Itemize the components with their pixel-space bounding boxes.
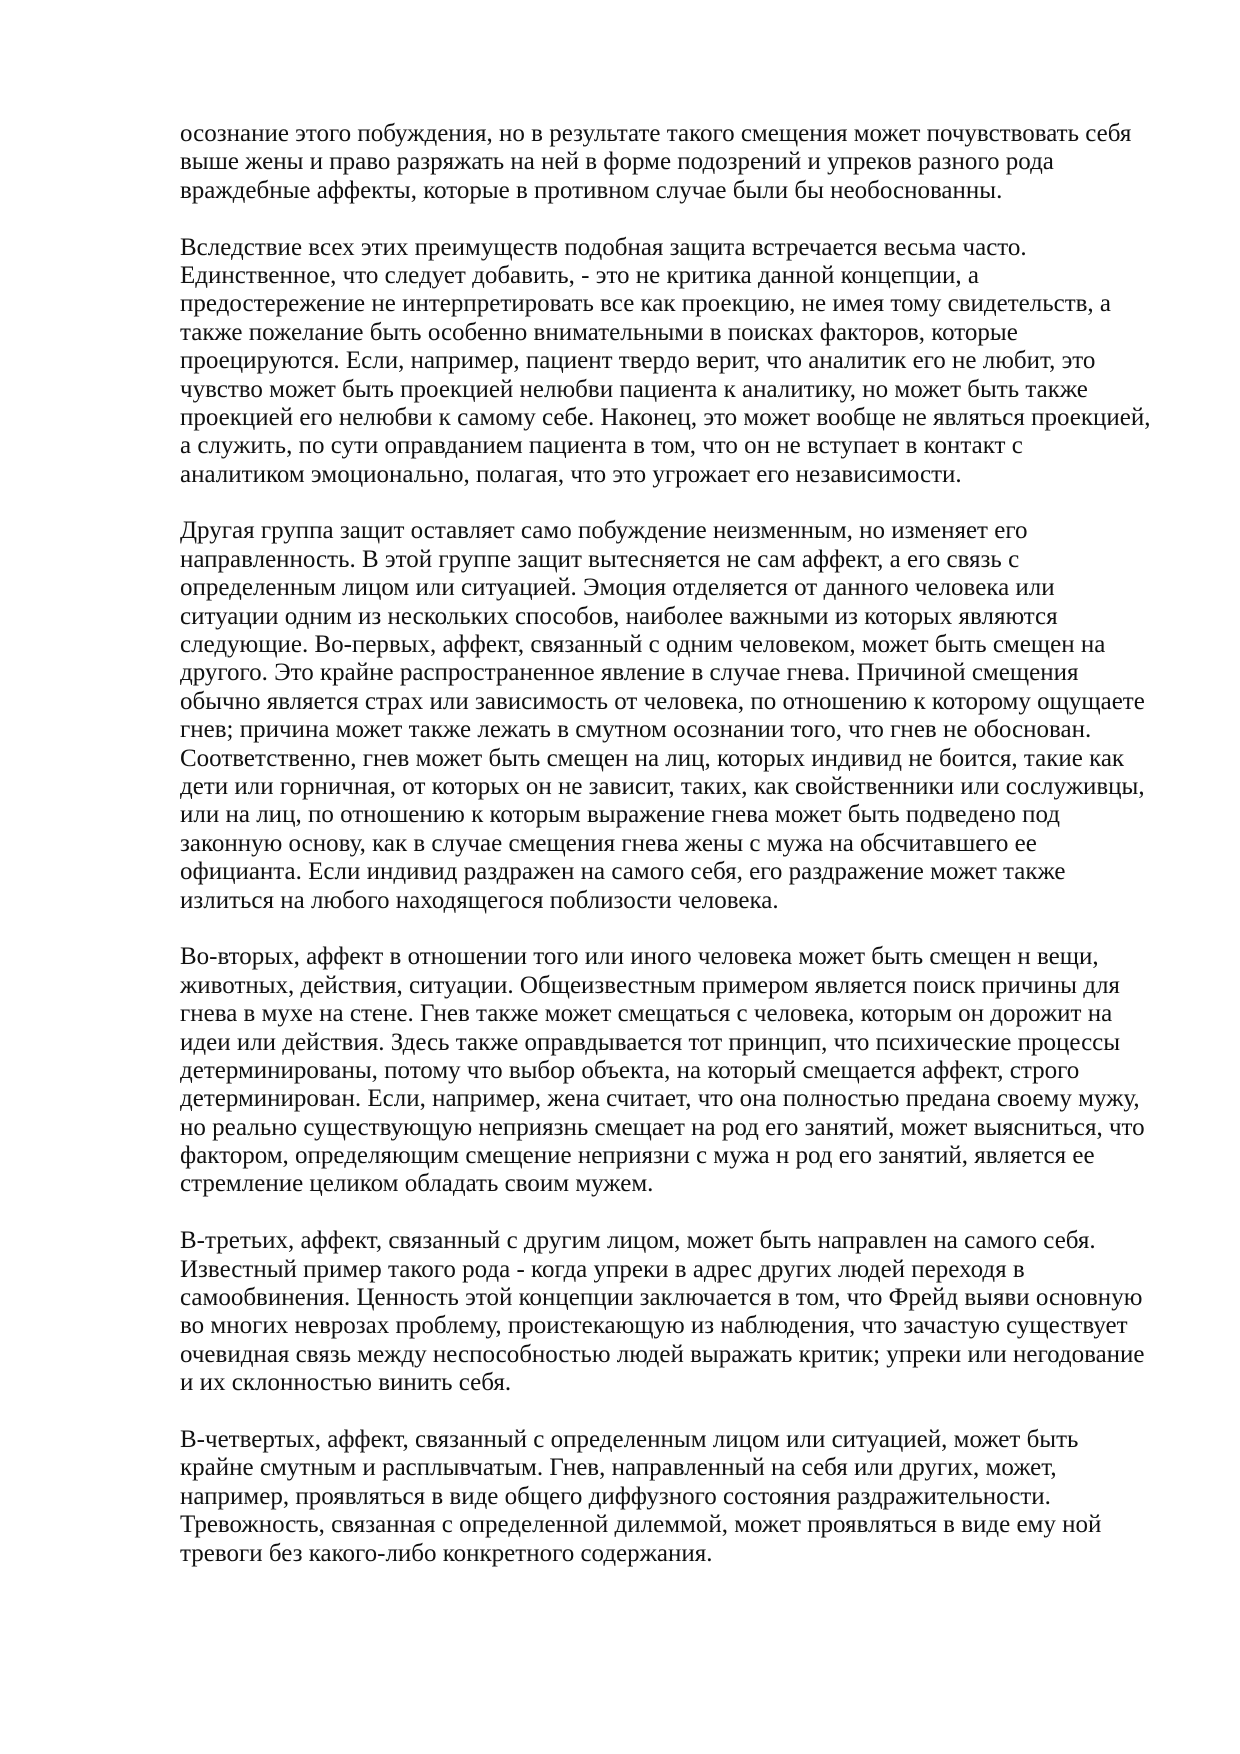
text-line: выше жены и право разряжать на ней в форме подозрений и упреков разного рода (180, 148, 1054, 176)
text-line: другого. Это крайне распространенное явление в случае гнева. Причиной смещения (180, 659, 1079, 687)
text-line: В-четвертых, аффект, связанный с определенным лицом или ситуацией, может быть (180, 1425, 1079, 1453)
text-line: детерминирован. Если, например, жена считает, что она полностью предана своему мужу, (180, 1085, 1140, 1113)
text-line: Вследствие всех этих преимуществ подобная защита встречается весьма часто. (180, 233, 1027, 261)
paragraph (180, 517, 1180, 914)
text-line: Во-вторых, аффект в отношении того или иного человека может быть смещен н вещи, (180, 943, 1099, 971)
text-line: Тревожность, связанная с определенной дилеммой, может проявляться в виде ему ной (180, 1511, 1102, 1539)
text-line: детерминированы, потому что выбор объекта, на который смещается аффект, строго (180, 1056, 1080, 1084)
text-line: или на лиц, по отношению к которым выражение гнева может быть подведено под (180, 801, 1061, 829)
text-line: Известный пример такого рода - когда упреки в адрес других людей переходя в (180, 1255, 1025, 1283)
text-line: чувство может быть проекцией нелюбви пациента к аналитику, но может быть также (180, 375, 1088, 403)
text-line: проекцией его нелюбви к самому себе. Наконец, это может вообще не являться проекцией, (180, 403, 1151, 431)
text-line: но реально существующую неприязнь смещает на род его занятий, может выясниться, что (180, 1113, 1145, 1141)
text-line: законную основу, как в случае смещения гнева жены с мужа на обсчитавшего ее (180, 829, 1037, 857)
paragraph (180, 1227, 1180, 1397)
paragraph (180, 120, 1180, 205)
paragraph (180, 1426, 1180, 1568)
text-line: В-третьих, аффект, связанный с другим лицом, может быть направлен на самого себя. (180, 1227, 1096, 1255)
text-line: также пожелание быть особенно внимательными в поисках факторов, которые (180, 318, 1018, 346)
text-line: предостережение не интерпретировать все как проекцию, не имея тому свидетельств, а (180, 290, 1112, 318)
text-line: следующие. Во-первых, аффект, связанный с одним человеком, может быть смещен на (180, 631, 1106, 659)
text-line: враждебные аффекты, которые в противном случае были бы необоснованны. (180, 176, 1003, 204)
text-line: дети или горничная, от которых он не зависит, таких, как свойственники или сослуживцы, (180, 772, 1145, 800)
text-line: определенным лицом или ситуацией. Эмоция отделяется от данного человека или (180, 574, 1055, 602)
text-line: осознание этого побуждения, но в результате такого смещения может почувствовать себя (180, 120, 1132, 147)
text-line: направленность. В этой группе защит вытесняется не сам аффект, а его связь с (180, 545, 1020, 573)
text-line: стремление целиком обладать своим мужем. (180, 1170, 654, 1198)
text-line: тревоги без какого-либо конкретного содержания. (180, 1539, 713, 1567)
document-page (180, 120, 1180, 1596)
text-line: Соответственно, гнев может быть смещен на лиц, которых индивид не боится, такие как (180, 744, 1125, 772)
text-line: обычно является страх или зависимость от человека, по отношению к которому ощущаете (180, 687, 1145, 715)
text-line: например, проявляться в виде общего диффузного состояния раздражительности. (180, 1482, 1051, 1510)
text-line: аналитиком эмоционально, полагая, что это угрожает его независимости. (180, 460, 962, 488)
text-line: а служить, по сути оправданием пациента в том, что он не вступает в контакт с (180, 432, 1023, 460)
text-line: очевидная связь между неспособностью людей выражать критик; упреки или негодование (180, 1340, 1145, 1368)
text-line: излиться на любого находящегося поблизости человека. (180, 886, 779, 914)
text-line: во многих неврозах проблему, проистекающую из наблюдения, что зачастую существует (180, 1312, 1128, 1340)
text-line: животных, действия, ситуации. Общеизвестным примером является поиск причины для (180, 971, 1120, 999)
text-line: Другая группа защит оставляет само побуждение неизменным, но изменяет его (180, 517, 1028, 545)
paragraph (180, 943, 1180, 1199)
text-line: самообвинения. Ценность этой концепции заключается в том, что Фрейд выяви основную (180, 1284, 1143, 1312)
text-line: идеи или действия. Здесь также оправдывается тот принцип, что психические процессы (180, 1028, 1121, 1056)
text-line: крайне смутным и расплывчатым. Гнев, направленный на себя или других, может, (180, 1454, 1057, 1482)
text-line: гнев; причина может также лежать в смутном осознании того, что гнев не обоснован. (180, 716, 1092, 744)
text-line: официанта. Если индивид раздражен на самого себя, его раздражение может также (180, 858, 1066, 886)
text-line: Единственное, что следует добавить, - это не критика данной концепции, а (180, 261, 980, 289)
text-line: и их склонностью винить себя. (180, 1369, 512, 1397)
text-line: ситуации одним из нескольких способов, наиболее важными из которых являются (180, 602, 1058, 630)
paragraph (180, 234, 1180, 490)
text-line: проецируются. Если, например, пациент твердо верит, что аналитик его не любит, это (180, 347, 1096, 375)
text-line: фактором, определяющим смещение неприязни с мужа н род его занятий, является ее (180, 1142, 1095, 1170)
text-line: гнева в мухе на стене. Гнев также может смещаться с человека, которым он дорожит на (180, 1000, 1113, 1028)
